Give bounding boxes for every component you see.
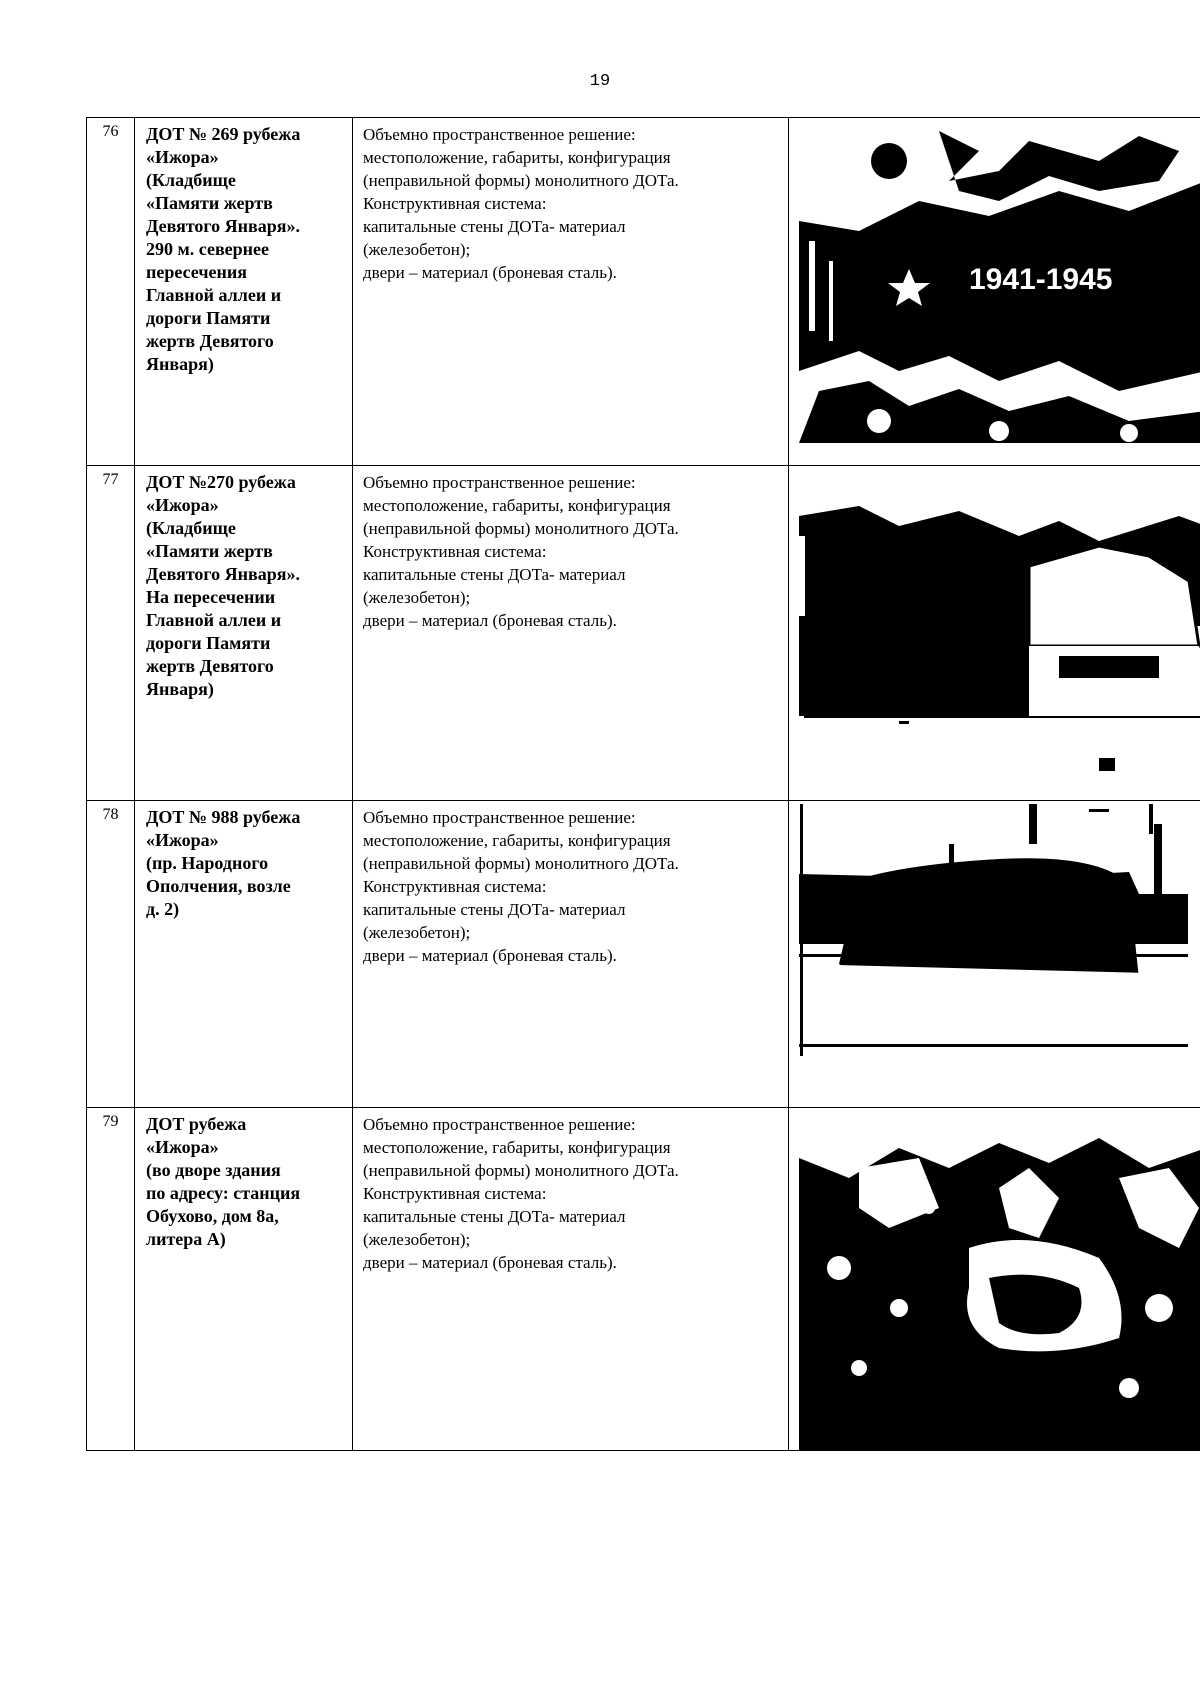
object-description: [353, 466, 789, 801]
row-number: 76: [87, 118, 135, 466]
name-line: (во дворе здания: [146, 1160, 281, 1180]
name-line: ДОТ №270 рубежа: [146, 472, 296, 492]
object-name: [135, 118, 353, 466]
row-number: 79: [87, 1108, 135, 1451]
description-line: местоположение, габариты, конфигурация: [363, 496, 671, 515]
photo-cell: [789, 118, 1200, 466]
description-line: двери – материал (броневая сталь).: [363, 263, 617, 282]
table-row: [87, 118, 1200, 466]
object-name: [135, 801, 353, 1108]
description-line: капитальные стены ДОТа- материал: [363, 565, 626, 584]
description-line: (неправильной формы) монолитного ДОТа.: [363, 519, 679, 538]
object-name: [135, 466, 353, 801]
description-line: местоположение, габариты, конфигурация: [363, 1138, 671, 1157]
object-description: [353, 1108, 789, 1451]
photo-cell: [789, 466, 1200, 801]
name-line: «Памяти жертв: [146, 541, 273, 561]
description-line: Конструктивная система:: [363, 194, 547, 213]
table-row: [87, 466, 1200, 801]
name-line: На пересечении: [146, 587, 276, 607]
name-line: пересечения: [146, 262, 247, 282]
name-line: дороги Памяти: [146, 308, 271, 328]
name-line: дороги Памяти: [146, 633, 271, 653]
object-description: [353, 118, 789, 466]
photo-cell: [789, 801, 1200, 1108]
row-number: 77: [87, 466, 135, 801]
description-line: двери – материал (броневая сталь).: [363, 1253, 617, 1272]
name-line: Ополчения, возле: [146, 876, 291, 896]
name-line: «Ижора»: [146, 147, 219, 167]
name-line: Девятого Января».: [146, 216, 300, 236]
description-line: капитальные стены ДОТа- материал: [363, 217, 626, 236]
name-line: д. 2): [146, 899, 180, 919]
bunker-photo: [799, 121, 1200, 443]
name-line: жертв Девятого: [146, 331, 274, 351]
name-line: «Ижора»: [146, 495, 219, 515]
name-line: (Кладбище: [146, 518, 236, 538]
photo-cell: [789, 1108, 1200, 1451]
description-line: Конструктивная система:: [363, 1184, 547, 1203]
description-line: двери – материал (броневая сталь).: [363, 946, 617, 965]
description-line: (железобетон);: [363, 923, 471, 942]
object-name: [135, 1108, 353, 1451]
name-line: (пр. Народного: [146, 853, 269, 873]
name-line: «Памяти жертв: [146, 193, 273, 213]
description-line: двери – материал (броневая сталь).: [363, 611, 617, 630]
monument-inscription: 1941-1945: [969, 263, 1113, 296]
bunker-photo: [799, 804, 1188, 1056]
description-line: капитальные стены ДОТа- материал: [363, 900, 626, 919]
description-line: капитальные стены ДОТа- материал: [363, 1207, 626, 1226]
name-line: Девятого Января».: [146, 564, 300, 584]
description-line: местоположение, габариты, конфигурация: [363, 148, 671, 167]
description-line: (неправильной формы) монолитного ДОТа.: [363, 1161, 679, 1180]
name-line: «Ижора»: [146, 1137, 219, 1157]
name-line: Главной аллеи и: [146, 610, 282, 630]
table-row: [87, 1108, 1200, 1451]
name-line: литера А): [146, 1229, 226, 1249]
table-row: [87, 801, 1200, 1108]
name-line: Главной аллеи и: [146, 285, 282, 305]
name-line: 290 м. севернее: [146, 239, 270, 259]
description-line: Объемно пространственное решение:: [363, 473, 636, 492]
description-line: Конструктивная система:: [363, 877, 547, 896]
description-line: Объемно пространственное решение:: [363, 808, 636, 827]
description-line: (железобетон);: [363, 240, 471, 259]
description-line: (неправильной формы) монолитного ДОТа.: [363, 854, 679, 873]
description-line: (неправильной формы) монолитного ДОТа.: [363, 171, 679, 190]
name-line: ДОТ № 269 рубежа: [146, 124, 301, 144]
bunker-photo: [799, 1108, 1200, 1450]
name-line: ДОТ № 988 рубежа: [146, 807, 301, 827]
name-line: жертв Девятого: [146, 656, 274, 676]
row-number: 78: [87, 801, 135, 1108]
name-line: по адресу: станция: [146, 1183, 301, 1203]
object-description: [353, 801, 789, 1108]
description-line: Объемно пространственное решение:: [363, 1115, 636, 1134]
description-line: (железобетон);: [363, 588, 471, 607]
description-line: (железобетон);: [363, 1230, 471, 1249]
name-line: «Ижора»: [146, 830, 219, 850]
description-line: местоположение, габариты, конфигурация: [363, 831, 671, 850]
name-line: ДОТ рубежа: [146, 1114, 247, 1134]
description-line: Объемно пространственное решение:: [363, 125, 636, 144]
description-line: Конструктивная система:: [363, 542, 547, 561]
name-line: Обухово, дом 8а,: [146, 1206, 279, 1226]
structures-table: [86, 117, 1200, 1451]
name-line: (Кладбище: [146, 170, 236, 190]
page-number: 19: [589, 72, 611, 91]
name-line: Января): [146, 679, 214, 699]
name-line: Января): [146, 354, 214, 374]
bunker-photo: [799, 496, 1200, 771]
